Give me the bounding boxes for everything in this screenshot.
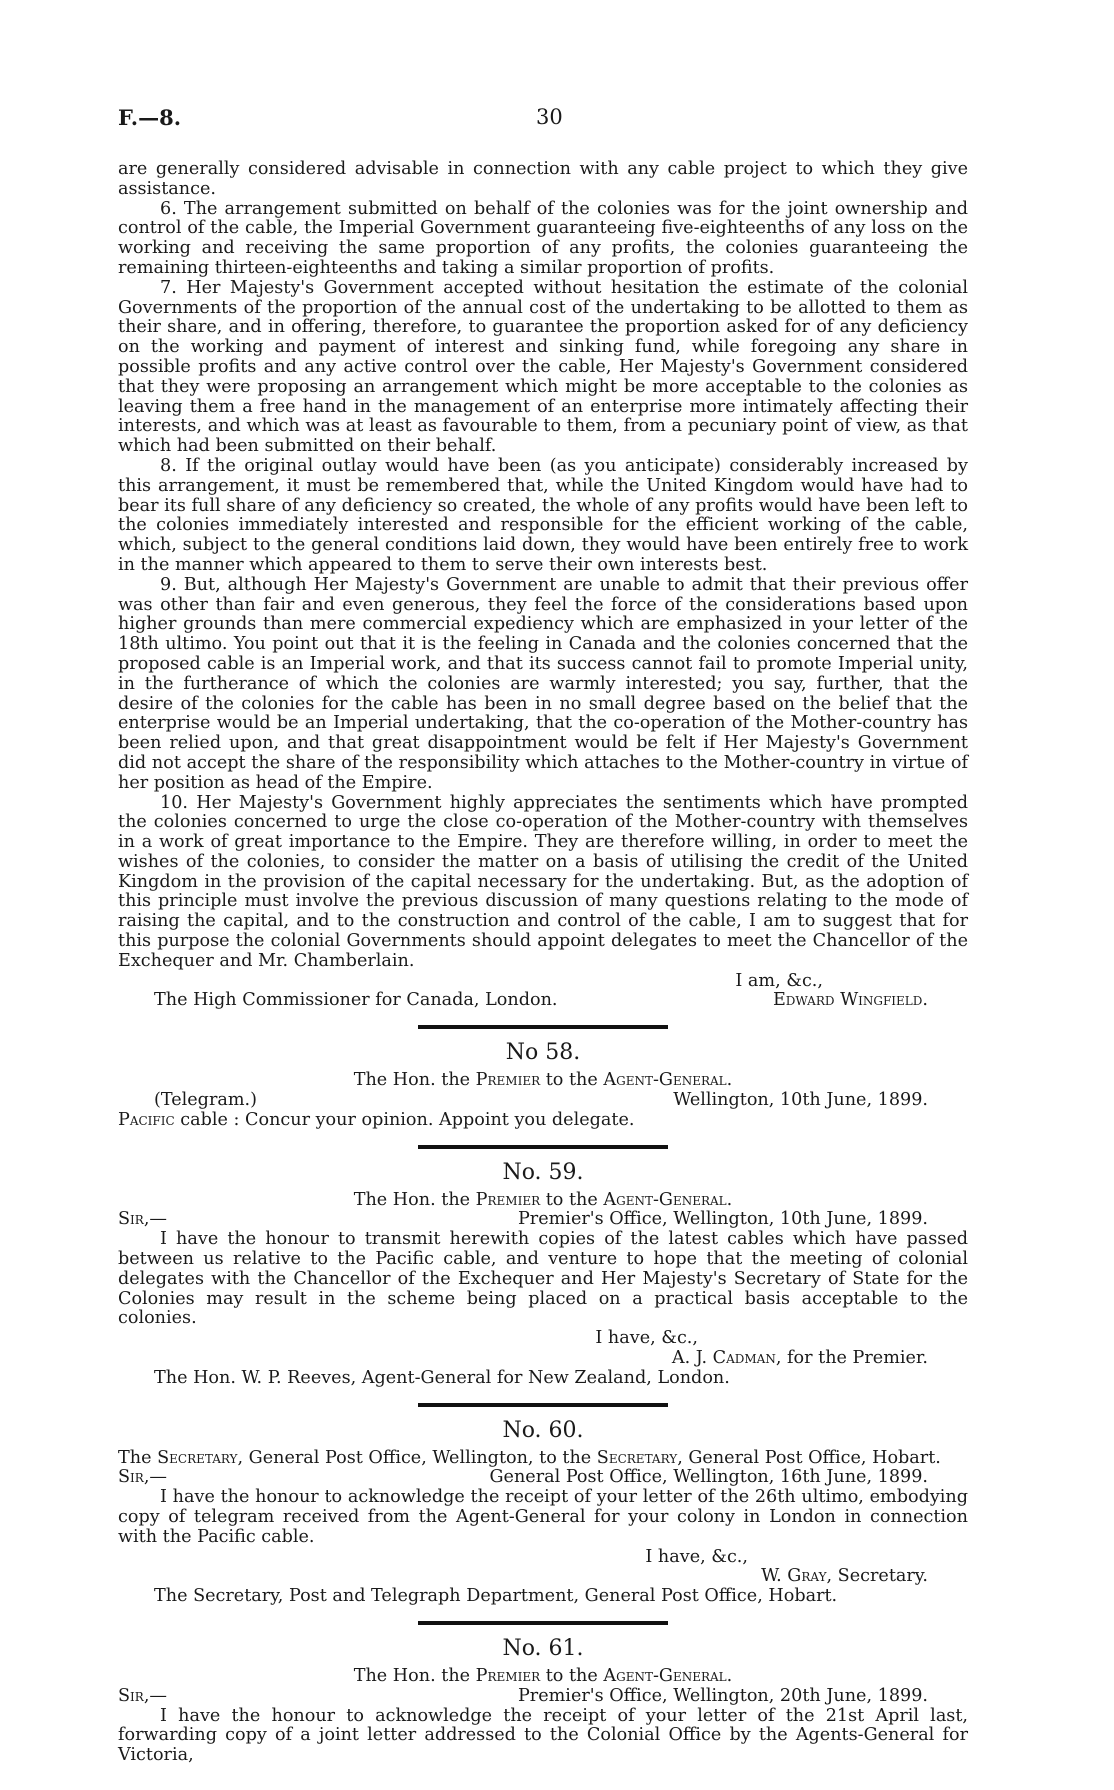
signer-title: , Secretary. bbox=[826, 1566, 928, 1587]
closing-line bbox=[118, 1548, 968, 1568]
route-to: Secretary bbox=[596, 1447, 678, 1468]
telegram-header bbox=[118, 1091, 968, 1111]
letter-text: I have the honour to acknowledge the receipt of your letter of the 21st April last, forwarding copy of a joint letter addressed to the Colonial Office by the Agents-General for Victoria, bbox=[118, 1705, 968, 1766]
paragraph-8: 8. If the original outlay would have been (as you anticipate) considerably increased by this arrangement, it must be remembered that, while the United Kingdom would have had to bear its full share of any deficiency so created, the whole of any profits would have been left to the colonies immediately interested and responsible for the efficient working of the cable, which, subject to the general conditions laid down, they would have been entirely free to work in the manner which appeared to them to serve their own interests best. bbox=[118, 455, 968, 575]
letter-route bbox=[118, 1449, 968, 1469]
route-from: Premier bbox=[475, 1070, 541, 1091]
signer bbox=[118, 1349, 968, 1369]
route-text: The Hon. the bbox=[353, 1666, 476, 1686]
closing-text: I have, &c., bbox=[645, 1546, 748, 1567]
paragraph-10: 10. Her Majesty's Government highly appreciates the sentiments which have prompted the colonies concerned to urge the close co-operation of the Mother-country with themselves in a work of great importance to the Empire. They are therefore willing, in order to meet the wishes of the colonies, to consider the matter on a basis of utilising the credit of the United Kingdom in the provision of the capital necessary for the undertaking. But, as the adoption of this principle must involve the previous discussion of many questions relating to the mode of raising the capital, and to the construction and control of the cable, I am to suggest that for this purpose the colonial Governments should appoint delegates to meet the Chancellor of the Exchequer and Mr. Chamberlain. bbox=[118, 792, 968, 971]
message-body: cable : Concur your opinion. Appoint you delegate. bbox=[174, 1109, 635, 1130]
signer-title: , for the Premier. bbox=[775, 1348, 928, 1369]
closing-line bbox=[118, 972, 968, 992]
paragraph-9: 9. But, although Her Majesty's Government are unable to admit that their previous offer was other than fair and even generous, they feel the force of the considerations based upon higher grounds than mere commercial expediency which are emphasized in your letter of the 18th ultimo. You point out that it is the feeling in Canada and the colonies concerned that the proposed cable is an Imperial work, and that its success cannot fail to promote Imperial unity, in the furtherance of which the colonies are warmly interested; you say, further, that the desire of the colonies for the cable has been in no small degree based on the belief that the enterprise would be an Imperial undertaking, that the co-operation of the Mother-country has been relied upon, and that great disappointment would be felt if Her Majesty's Government did not accept the share of the responsibility which attaches to the Mother-country in virtue of her position as head of the Empire. bbox=[118, 574, 968, 793]
letter-route bbox=[118, 1191, 968, 1211]
route-to: Agent-General. bbox=[603, 1189, 733, 1210]
page-header bbox=[118, 105, 998, 138]
document-body bbox=[118, 160, 968, 1766]
closing-line bbox=[118, 1329, 968, 1349]
section-divider bbox=[418, 1025, 668, 1029]
addressee: The Secretary, Post and Telegraph Department, General Post Office, Hobart. bbox=[154, 1586, 838, 1607]
document-reference: F.—8. bbox=[118, 105, 182, 130]
route-text: The bbox=[118, 1447, 158, 1468]
page-number: 30 bbox=[536, 105, 563, 129]
paragraph-7: 7. Her Majesty's Government accepted without hesitation the estimate of the colonial Governments of the proportion of the annual cost of the undertaking to be allotted to them as their share, and in offering, therefore, to guarantee the proportion asked for of any deficiency on the working and payment of interest and sinking fund, while foregoing any share in possible profits and any active control over the cable, Her Majesty's Government considered that they were proposing an arrangement which might be more acceptable to the colonies as leaving them a free hand in the management of an enterprise more intimately affecting their interests, and which was at least as favourable to them, from a pecuniary point of view, as that which had been submitted on their behalf. bbox=[118, 277, 968, 457]
paragraph-6: 6. The arrangement submitted on behalf of the colonies was for the joint ownership and control of the cable, the Imperial Government guaranteeing five-eighteenths of any loss on the working and receiving the same proportion of any profits, the colonies guaranteeing the remaining thirteen-eighteenths and taking a similar proportion of profits. bbox=[118, 198, 968, 278]
signer: Edward Wingfield. bbox=[772, 990, 928, 1011]
letter-route bbox=[118, 1667, 968, 1687]
route-text: to the bbox=[540, 1189, 604, 1210]
message-head: Pacific bbox=[118, 1109, 175, 1130]
section-divider bbox=[418, 1403, 668, 1407]
telegram-label: (Telegram.) bbox=[154, 1090, 257, 1111]
letter-number-60: No. 60. bbox=[502, 1417, 584, 1443]
letter-route bbox=[118, 1071, 968, 1091]
place-date: General Post Office, Wellington, 16th June, 1899. bbox=[489, 1467, 928, 1488]
route-text: The Hon. the bbox=[353, 1189, 476, 1210]
route-to: Agent-General. bbox=[603, 1070, 733, 1091]
place-date: Premier's Office, Wellington, 20th June, 1899. bbox=[517, 1685, 928, 1706]
paragraph-continued: are generally considered advisable in connection with any cable project to which they give assistance. bbox=[118, 159, 968, 199]
addressee: The High Commissioner for Canada, London. bbox=[154, 990, 558, 1011]
route-text: , General Post Office, Hobart. bbox=[677, 1447, 941, 1468]
letter-header bbox=[118, 1468, 968, 1488]
signer-name: Cadman bbox=[712, 1348, 776, 1369]
signer-initials: A. J. bbox=[671, 1348, 713, 1369]
route-from: Premier bbox=[475, 1666, 541, 1686]
letter-header bbox=[118, 1210, 968, 1230]
letter-text: I have the honour to transmit herewith copies of the latest cables which have passed between us relative to the Pacific cable, and venture to hope that the meeting of colonial delegates with the Chancellor of the Exchequer and Her Majesty's Secretary of State for the Colonies may result in the scheme being placed on a practical basis acceptable to the colonies. bbox=[118, 1229, 968, 1329]
route-text: The Hon. the bbox=[353, 1070, 476, 1091]
route-text: to the bbox=[540, 1666, 604, 1686]
place-date: Premier's Office, Wellington, 10th June, 1899. bbox=[517, 1209, 928, 1230]
signer bbox=[118, 1567, 968, 1587]
route-text: to the bbox=[540, 1070, 604, 1091]
salutation: Sir,— bbox=[118, 1467, 168, 1488]
route-from: Premier bbox=[475, 1189, 541, 1210]
signer-initials: W. bbox=[761, 1566, 788, 1587]
letter-text: I have the honour to acknowledge the receipt of your letter of the 26th ultimo, embodying copy of telegram received from the Agent-General for your colony in London in connection with the Pacific cable. bbox=[118, 1487, 968, 1547]
closing-text: I have, &c., bbox=[595, 1328, 698, 1349]
letter-number-58: No 58. bbox=[505, 1040, 581, 1066]
letter-header bbox=[118, 1687, 968, 1707]
salutation: Sir,— bbox=[118, 1685, 168, 1706]
section-divider bbox=[418, 1621, 668, 1625]
letter-number-61: No. 61. bbox=[502, 1636, 584, 1661]
closing-text: I am, &c., bbox=[735, 970, 823, 991]
section-divider bbox=[418, 1145, 668, 1149]
addressee: The Hon. W. P. Reeves, Agent-General for New Zealand, London. bbox=[154, 1367, 730, 1388]
route-to: Agent-General. bbox=[603, 1666, 733, 1686]
signature-row bbox=[118, 991, 968, 1011]
route-from: Secretary bbox=[157, 1447, 238, 1468]
salutation: Sir,— bbox=[118, 1209, 168, 1230]
place-date: Wellington, 10th June, 1899. bbox=[673, 1090, 928, 1111]
signer-name: Gray bbox=[787, 1566, 827, 1587]
letter-number-59: No. 59. bbox=[502, 1159, 584, 1185]
telegram-message bbox=[118, 1111, 968, 1131]
route-text: , General Post Office, Wellington, to the bbox=[237, 1447, 597, 1468]
